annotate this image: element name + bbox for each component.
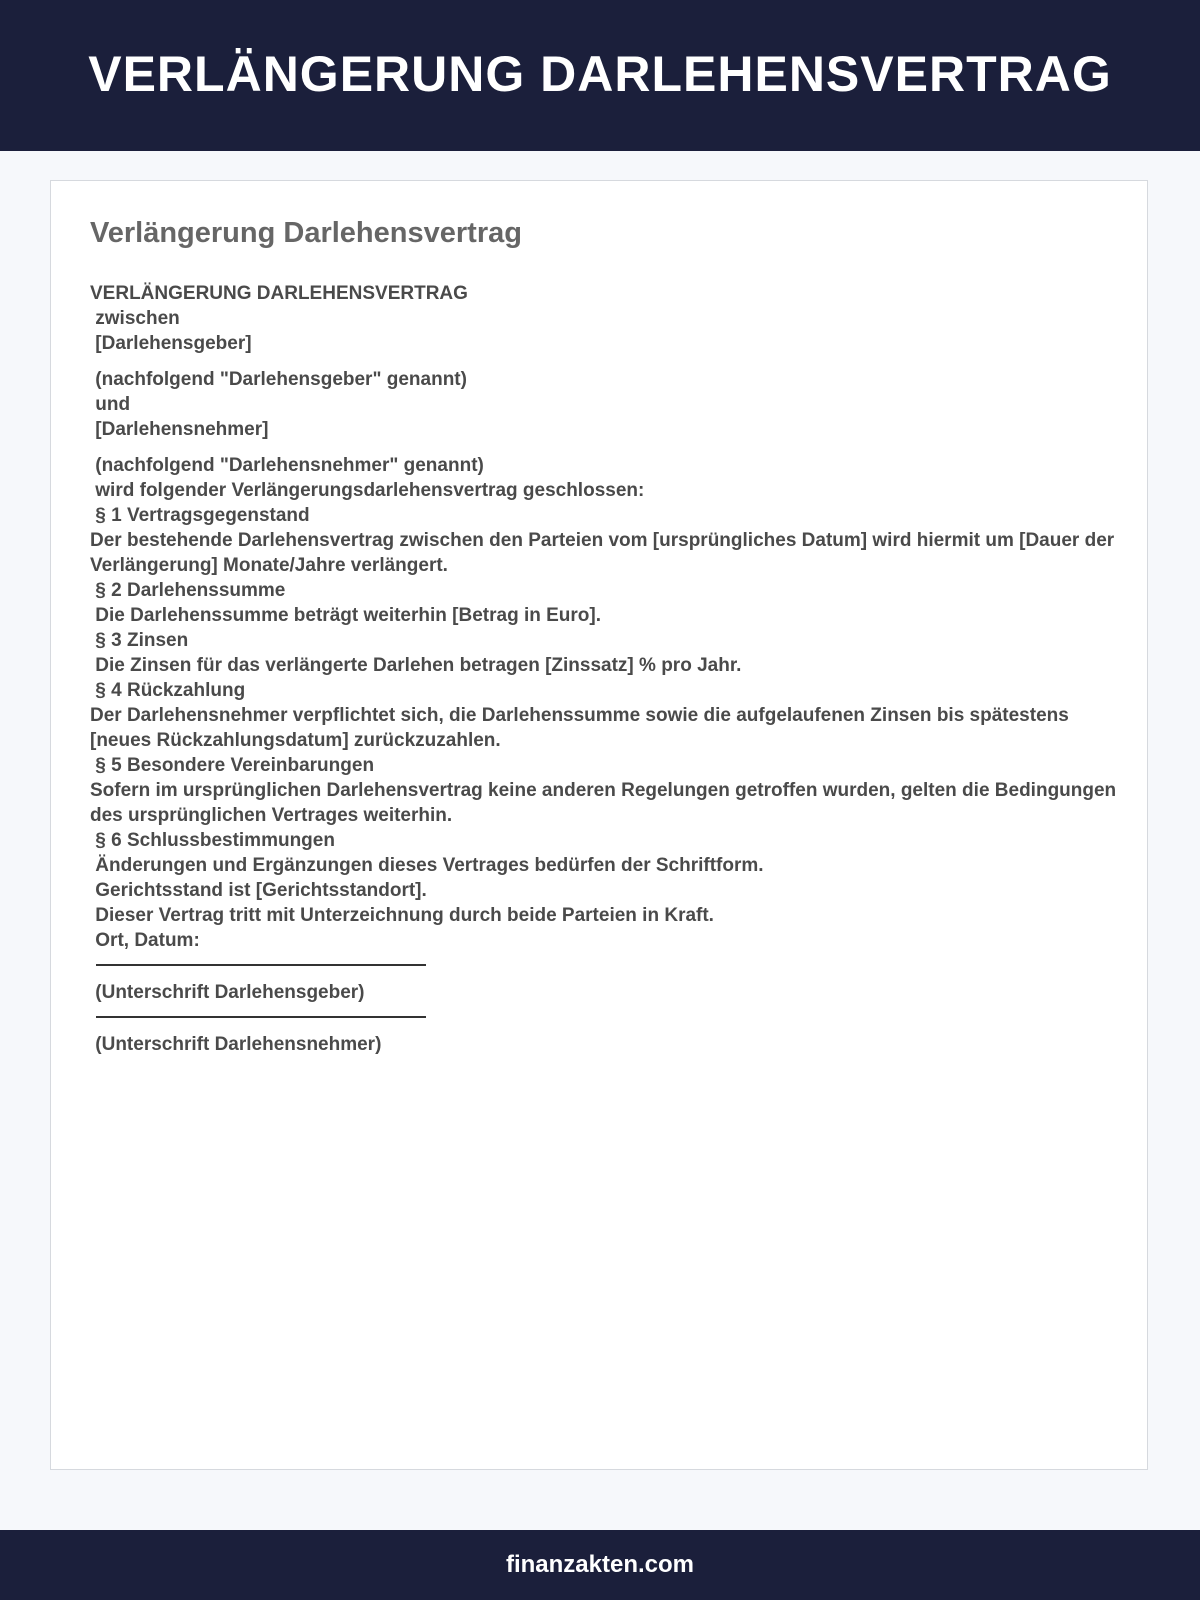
- document-heading: VERLÄNGERUNG DARLEHENSVERTRAG: [90, 283, 468, 304]
- section-3-text: Die Zinsen für das verlängerte Darlehen betragen [Zinssatz] % pro Jahr.: [90, 655, 742, 676]
- section-2-text: Die Darlehenssumme beträgt weiterhin [Betrag in Euro].: [90, 605, 601, 626]
- section-1-title: § 1 Vertragsgegenstand: [90, 505, 310, 526]
- section-2-title: § 2 Darlehenssumme: [90, 580, 286, 601]
- lender-alias: (nachfolgend "Darlehensgeber" genannt): [90, 369, 467, 390]
- intro-text: wird folgender Verlängerungsdarlehensvertrag geschlossen:: [90, 480, 645, 501]
- card-title: Verlängerung Darlehensvertrag: [90, 217, 522, 249]
- section-3-title: § 3 Zinsen: [90, 630, 189, 651]
- section-5-text: Sofern im ursprünglichen Darlehensvertrag keine anderen Regelungen getroffen wurden, gelten die Bedingungen des ursprünglichen Vertrages weiterhin.: [90, 780, 1117, 826]
- borrower-alias: (nachfolgend "Darlehensnehmer" genannt): [90, 455, 484, 476]
- signature-line-lender: [96, 953, 426, 966]
- section-4-text: Der Darlehensnehmer verpflichtet sich, die Darlehenssumme sowie die aufgelaufenen Zinsen bis spätestens [neues Rückzahlungsdatum] zurückzuzahlen.: [90, 705, 1069, 751]
- page-title: VERLÄNGERUNG DARLEHENSVERTRAG: [88, 45, 1112, 102]
- borrower-placeholder: [Darlehensnehmer]: [90, 419, 269, 440]
- signature-label-borrower: (Unterschrift Darlehensnehmer): [90, 1034, 382, 1055]
- section-1-text: Der bestehende Darlehensvertrag zwischen den Parteien vom [ursprüngliches Datum] wird hiermit um [Dauer der Verlängerung] Monate/Jahre verlängert.: [90, 530, 1115, 576]
- between-text: zwischen: [90, 308, 180, 329]
- signature-line-borrower: [96, 1005, 426, 1018]
- footer-site-link[interactable]: finanzakten.com: [505, 1551, 695, 1578]
- section-6-line-3: Dieser Vertrag tritt mit Unterzeichnung durch beide Parteien in Kraft.: [90, 905, 714, 926]
- header-banner: [0, 0, 1200, 151]
- place-date-label: Ort, Datum:: [90, 930, 200, 951]
- section-6-line-1: Änderungen und Ergänzungen dieses Vertrages bedürfen der Schriftform.: [90, 855, 764, 876]
- document-card: [50, 180, 1148, 1470]
- signature-label-lender: (Unterschrift Darlehensgeber): [90, 982, 365, 1003]
- section-6-title: § 6 Schlussbestimmungen: [90, 830, 335, 851]
- section-4-title: § 4 Rückzahlung: [90, 680, 246, 701]
- lender-placeholder: [Darlehensgeber]: [90, 333, 252, 354]
- document-body: [90, 281, 1130, 1057]
- section-5-title: § 5 Besondere Vereinbarungen: [90, 755, 375, 776]
- footer: [0, 1530, 1200, 1600]
- and-text: und: [90, 394, 131, 415]
- section-6-line-2: Gerichtsstand ist [Gerichtsstandort].: [90, 880, 427, 901]
